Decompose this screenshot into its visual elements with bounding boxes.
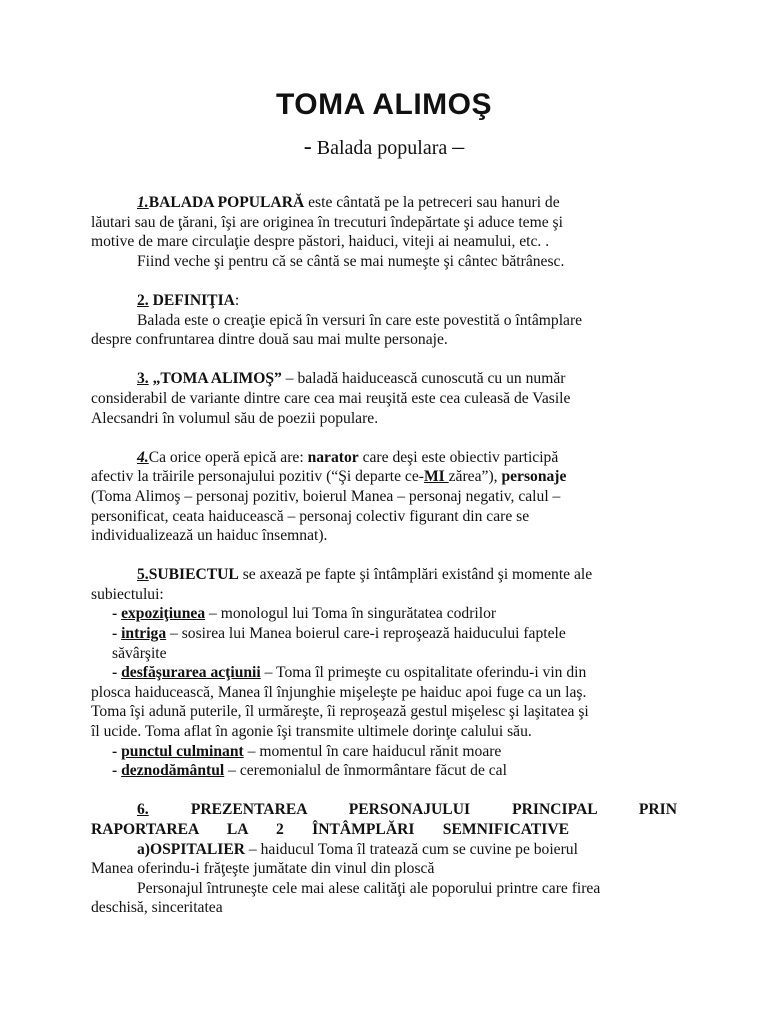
- list-item: - punctul culminant – momentul în care haiducul rănit moare: [112, 742, 502, 760]
- subtitle-dash-right: –: [452, 134, 465, 160]
- document-title: TOMA ALIMOŞ: [275, 88, 493, 121]
- section-heading: SUBIECTUL: [148, 566, 239, 584]
- section-2-line: Balada este o creaţie epică în versuri în care este povestită o întâmplare: [137, 311, 583, 329]
- section-number: 2.: [137, 291, 149, 309]
- section-6-line: deschisă, sinceritatea: [91, 899, 223, 917]
- section-6-line: Manea oferindu-i frăţeşte jumătate din vinul din ploscă: [91, 860, 435, 878]
- section-number: 1.: [137, 194, 149, 211]
- section-6-heading: 6. PREZENTAREA PERSONAJULUI PRINCIPAL PRIN: [137, 801, 677, 819]
- section-4-line: personificat, ceata haiducească – personaj colectiv figurant din care se: [91, 507, 530, 525]
- section-2-line: despre confruntarea dintre două sau mai multe personaje.: [91, 331, 448, 349]
- document-subtitle: [0, 134, 768, 161]
- document-body: [91, 193, 677, 918]
- list-item-cont: plosca haiducească, Manea îl înjunghie mişeleşte pe haiduc apoi fuge ca un laş.: [91, 683, 587, 701]
- list-item: - deznodământul – ceremonialul de înmormântare făcut de cal: [112, 762, 507, 780]
- term-mi: MI: [423, 468, 449, 486]
- section-number: 4.: [137, 448, 149, 466]
- list-item: - desfăşurarea acţiunii – Toma îl primeşte cu ospitalitate oferindu-i vin din: [112, 664, 587, 682]
- section-6-line: Personajul întruneşte cele mai alese calităţi ale poporului printre care firea: [137, 879, 601, 897]
- section-heading: BALADA POPULARĂ: [148, 194, 305, 211]
- section-heading: „TOMA ALIMOŞ”: [148, 370, 282, 388]
- term: deznodământul: [121, 762, 225, 780]
- section-4-line: 4.Ca orice operă epică are: narator care deşi este obiectiv participă: [137, 448, 559, 466]
- section-4-line: afectiv la trăirile personajului pozitiv (“Şi departe ce-MI zărea”), personaje: [91, 468, 567, 486]
- section-1-line: 1.BALADA POPULARĂ este cântată pe la petreceri sau hanuri de: [137, 194, 560, 211]
- section-number: 5.: [137, 566, 149, 584]
- section-4-line: individualizează un haiduc însemnat).: [91, 527, 328, 545]
- term-ospitalier: a)OSPITALIER: [137, 840, 246, 858]
- section-number: 3.: [137, 370, 149, 388]
- term: desfăşurarea acţiunii: [121, 664, 261, 682]
- section-heading: DEFINIŢIA: [148, 291, 235, 309]
- list-item: - expoziţiunea – monologul lui Toma în singurătatea codrilor: [112, 605, 497, 623]
- section-6-line: a)OSPITALIER – haiducul Toma îl tratează cum se cuvine pe boierul: [137, 840, 578, 858]
- section-1-line: Fiind veche şi pentru că se cântă se mai numeşte şi cântec bătrânesc.: [137, 252, 565, 270]
- term: intriga: [121, 625, 167, 643]
- list-item-cont: Toma îşi adună puterile, îl urmăreşte, îi reproşează gestul mişelesc şi laşitatea şi: [91, 703, 589, 721]
- section-3-line: 3. „TOMA ALIMOŞ” – baladă haiducească cunoscută cu un număr: [137, 370, 566, 388]
- term-personaje: personaje: [501, 468, 567, 486]
- section-number: 6.: [137, 801, 149, 819]
- list-item: - intriga – sosirea lui Manea boierul care-i reproşează haiducului faptele: [112, 625, 566, 643]
- section-5-line: subiectului:: [91, 585, 164, 603]
- section-6-heading-cont: RAPORTAREA LA 2 ÎNTÂMPLĂRI SEMNIFICATIVE: [91, 821, 569, 838]
- term: expoziţiunea: [121, 605, 206, 623]
- section-1-line: lăutari sau de ţărani, îşi are originea în trecuturi îndepărtate şi aduce teme şi: [91, 213, 563, 231]
- term-narator: narator: [307, 448, 359, 466]
- section-1-line: motive de mare circulaţie despre păstori, haiduci, viteji ai neamului, etc. .: [91, 233, 550, 251]
- section-5-line: 5.SUBIECTUL se axează pe fapte şi întâmplări existând şi momente ale: [137, 566, 593, 584]
- section-4-line: (Toma Alimoş – personaj pozitiv, boierul Manea – personaj negativ, calul –: [91, 487, 561, 505]
- subtitle-dash-left: -: [303, 134, 312, 160]
- subtitle-text: Balada populara: [311, 137, 453, 159]
- section-3-line: considerabil de variante dintre care cea mai reuşită este cea culeasă de Vasile: [91, 389, 571, 407]
- section-2-line: 2. DEFINIŢIA:: [137, 291, 240, 309]
- term: punctul culminant: [121, 742, 244, 760]
- list-item-cont: îl ucide. Toma aflat în agonie îşi transmite ultimele dorinţe calului său.: [91, 723, 532, 741]
- section-3-line: Alecsandri în volumul său de poezii populare.: [91, 409, 379, 427]
- list-item-cont: săvârşite: [112, 644, 167, 662]
